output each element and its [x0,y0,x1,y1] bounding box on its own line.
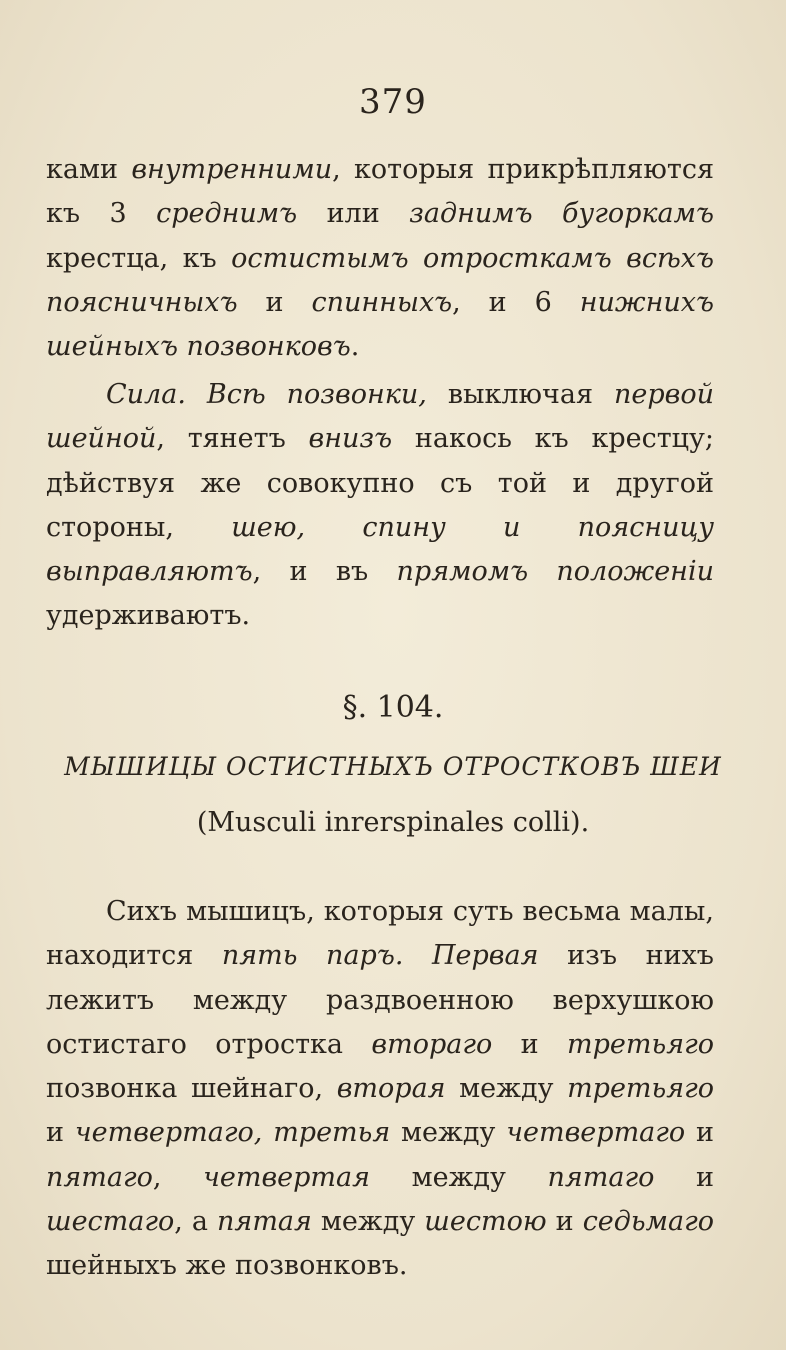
italic-segment: четвертаго, третья [74,1117,391,1149]
section-title: МЫШИЦЫ ОСТИСТНЫХЪ ОТРОСТКОВЪ ШЕИ [64,752,722,781]
text-segment: Сихъ мышицъ, которыя суть весьма малы, находится [46,896,714,972]
paragraph-continued [46,148,714,369]
italic-segment: шестаго [46,1206,175,1238]
text-segment: и [237,286,312,318]
italic-segment: внизъ [308,423,393,455]
text-segment: позвонка шейнаго, [46,1073,337,1105]
text-segment: между [370,1161,548,1193]
italic-segment: шею, спину и поясницу выправляютъ [46,511,714,588]
text-segment: шейныхъ же позвонковъ. [46,1250,408,1282]
italic-segment: шестою [424,1206,547,1238]
text-segment: и [654,1161,714,1193]
text-segment: и [546,1206,583,1238]
text-segment: . [350,331,360,363]
italic-segment: вторая [336,1073,446,1105]
italic-segment: пятая [217,1206,312,1238]
italic-segment: среднимъ [156,198,298,230]
italic-segment: первой шейной [46,379,715,455]
italic-segment: пять паръ. Первая [221,940,539,972]
italic-segment: заднимъ бугоркамъ [409,198,714,230]
text-segment: изъ нихъ лежитъ между раздвоенною верхушкою остистаго отростка [46,940,714,1060]
italic-segment: остистымъ отросткамъ всѣхъ поясничныхъ [46,242,714,318]
text-segment: и [492,1028,568,1060]
text-segment: между [311,1206,425,1238]
italic-segment: внутренними [131,154,333,185]
italic-segment: пятаго [547,1161,655,1193]
text-segment: , и въ [252,556,397,588]
italic-segment: пятаго [46,1161,153,1193]
text-segment: накось къ крестцу; дѣйствуя же совокупно съ той и другой стороны, [46,423,715,543]
text-segment: , и 6 [452,286,580,318]
text-segment: , которыя прикрѣпляются къ 3 [46,154,714,230]
text-segment: , [152,1161,204,1193]
text-segment: удерживаютъ. [46,600,251,632]
paragraph-function [46,373,714,639]
italic-segment: прямомъ положеніи [396,556,714,588]
italic-segment: четвертая [203,1161,370,1193]
text-segment: и [685,1117,715,1149]
text-segment: между [445,1073,568,1105]
section-latin-subtitle: (Musculi inrerspinales colli). [196,807,590,838]
page-number: 379 [359,82,427,122]
italic-segment: седьмаго [582,1206,714,1238]
italic-segment: нижнихъ шейныхъ позвонковъ [46,286,714,363]
italic-segment: третьяго [567,1028,714,1060]
text-segment: , а [174,1206,218,1238]
italic-segment: третьяго [567,1073,715,1105]
text-segment: крестца, къ [46,242,232,274]
paragraph-description [46,890,714,1289]
text-segment: ками [46,154,132,185]
text-segment: или [297,198,410,230]
italic-segment: четвертаго [506,1117,686,1149]
text-segment: и [46,1117,75,1149]
italic-segment: Сила. Всѣ позвонки, [106,379,427,410]
text-segment: выключая [426,379,614,410]
text-segment: , тянетъ [156,423,309,455]
italic-segment: втораго [371,1028,493,1060]
italic-segment: спинныхъ [311,286,453,318]
section-number: §. 104. [342,690,444,725]
text-segment: между [390,1117,507,1149]
